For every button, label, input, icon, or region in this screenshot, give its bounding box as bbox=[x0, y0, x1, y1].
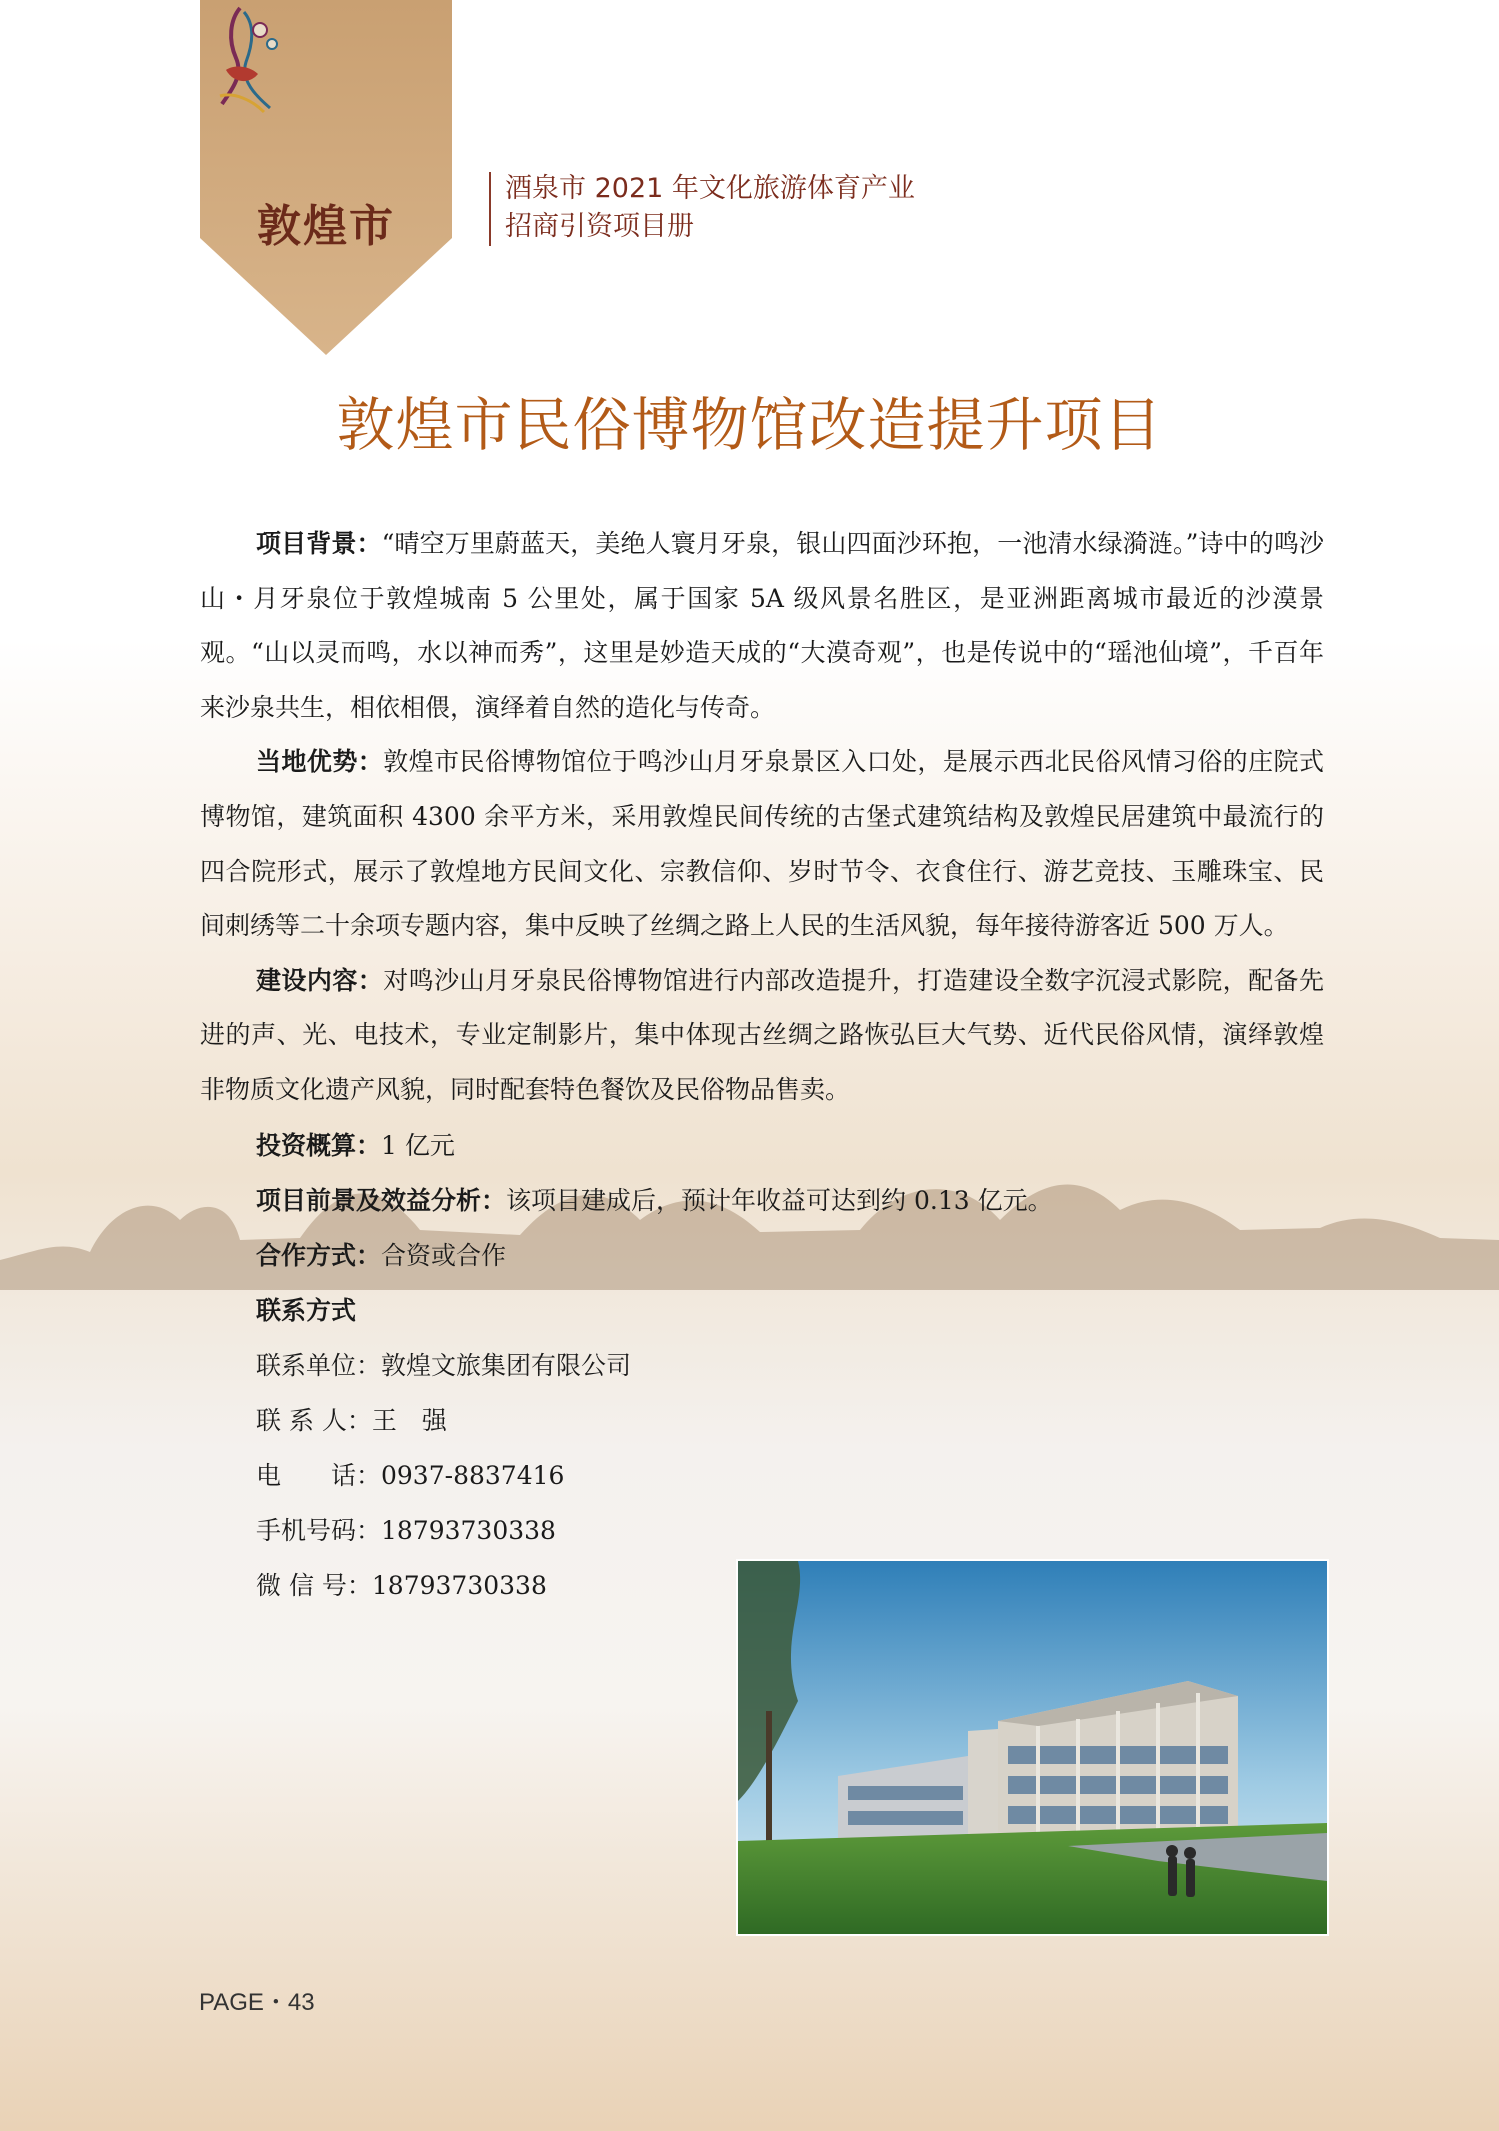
contact-heading-line bbox=[200, 1283, 1324, 1338]
page-number: PAGE・43 bbox=[199, 1989, 315, 2016]
construction-label: 建设内容： bbox=[256, 965, 384, 995]
advantage-text: 敦煌市民俗博物馆位于鸣沙山月牙泉景区入口处，是展示西北民俗风情习俗的庄院式博物馆，建筑面积 4300 余平方米，采用敦煌民间传统的古堡式建筑结构及敦煌民居建筑中最流行的四合院形式，展示了敦煌地方民间文化、宗教信仰、岁时节令、衣食住行、游艺竞技、玉雕珠宝、民间刺绣等二十余项专题内容，集中反映了丝绸之路上人民的生活风貌，每年接待游客近 500 万人。 bbox=[200, 747, 1324, 941]
contact-unit: 联系单位：敦煌文旅集团有限公司 bbox=[256, 1350, 632, 1380]
booklet-title bbox=[505, 170, 915, 246]
contact-wechat: 微 信 号：18793730338 bbox=[256, 1570, 547, 1600]
prospect-line bbox=[200, 1173, 1324, 1228]
investment-value: 1 亿元 bbox=[381, 1130, 455, 1160]
investment-line bbox=[200, 1118, 1324, 1173]
contact-phone: 电 话：0937-8837416 bbox=[256, 1460, 565, 1490]
apsara-logo-icon bbox=[200, 0, 286, 120]
city-tag-label: 敦煌市 bbox=[257, 201, 395, 252]
construction-text: 对鸣沙山月牙泉民俗博物馆进行内部改造提升，打造建设全数字沉浸式影院，配备先进的声、光、电技术，专业定制影片，集中体现古丝绸之路恢弘巨大气势、近代民俗风情，演绎敦煌非物质文化遗产风貌，同时配套特色餐饮及民俗物品售卖。 bbox=[200, 965, 1324, 1104]
cooperation-value: 合资或合作 bbox=[381, 1240, 507, 1270]
prospect-label: 项目前景及效益分析： bbox=[256, 1185, 507, 1215]
contact-mobile: 手机号码：18793730338 bbox=[256, 1515, 556, 1545]
page-title: 敦煌市民俗博物馆改造提升项目 bbox=[336, 391, 1163, 459]
investment-label: 投资概算： bbox=[256, 1130, 382, 1160]
advantage-paragraph bbox=[200, 735, 1324, 953]
city-tag bbox=[200, 0, 452, 355]
header-divider bbox=[489, 172, 491, 246]
museum-rendering-image bbox=[736, 1559, 1329, 1936]
construction-paragraph bbox=[200, 954, 1324, 1118]
project-description bbox=[200, 517, 1324, 1613]
advantage-label: 当地优势： bbox=[256, 747, 384, 777]
background-label: 项目背景： bbox=[256, 529, 382, 558]
cooperation-line bbox=[200, 1228, 1324, 1283]
cooperation-label: 合作方式： bbox=[256, 1240, 382, 1270]
prospect-value: 该项目建成后，预计年收益可达到约 0.13 亿元。 bbox=[506, 1185, 1053, 1215]
background-text: “晴空万里蔚蓝天，美绝人寰月牙泉，银山四面沙环抱，一池清水绿漪涟。”诗中的鸣沙山・月牙泉位于敦煌城南 5 公里处，属于国家 5A 级风景名胜区，是亚洲距离城市最近的沙漠景观。“山以灵而鸣，水以神而秀”，这里是妙造天成的“大漠奇观”，也是传说中的“瑶池仙境”，千百年来沙泉共生，相依相偎，演绎着自然的造化与传奇。 bbox=[200, 529, 1324, 722]
booklet-title-line1: 酒泉市 2021 年文化旅游体育产业 bbox=[505, 173, 915, 204]
background-paragraph bbox=[200, 517, 1324, 735]
booklet-title-line2: 招商引资项目册 bbox=[505, 211, 694, 242]
contact-person: 联 系 人：王 强 bbox=[256, 1405, 447, 1435]
contact-heading: 联系方式 bbox=[256, 1295, 357, 1325]
